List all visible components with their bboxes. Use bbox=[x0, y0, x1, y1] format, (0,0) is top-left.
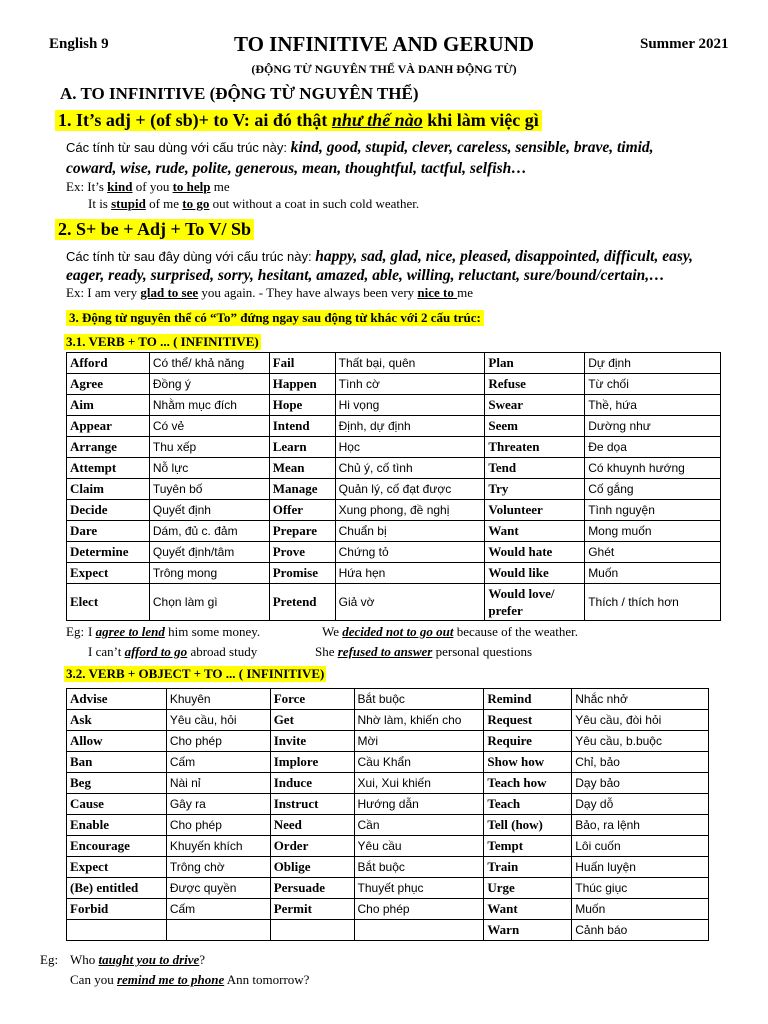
meaning-cell: Cho phép bbox=[166, 815, 270, 836]
meaning-cell: Đồng ý bbox=[149, 374, 269, 395]
meaning-cell: Yêu cầu, b.buộc bbox=[572, 731, 709, 752]
verb-cell: Tend bbox=[485, 458, 585, 479]
verb-cell: Oblige bbox=[270, 857, 354, 878]
section-3-1-example-2: We decided not to go out because of the weather. bbox=[322, 624, 578, 639]
structure-1-heading: 1. It’s adj + (of sb)+ to V: ai đó thật như thế nào khi làm việc gì bbox=[55, 110, 542, 131]
verb-cell: Force bbox=[270, 689, 354, 710]
meaning-cell: Có thể/ khả năng bbox=[149, 353, 269, 374]
section-3-1-example-4: She refused to answer personal questions bbox=[315, 644, 533, 659]
meaning-cell: Dường như bbox=[585, 416, 721, 437]
verb-cell: Prove bbox=[269, 542, 335, 563]
verb-cell: Promise bbox=[269, 563, 335, 584]
table-row bbox=[67, 521, 721, 542]
meaning-cell: Chuẩn bị bbox=[335, 521, 485, 542]
verb-cell: Intend bbox=[269, 416, 335, 437]
verb-cell: Instruct bbox=[270, 794, 354, 815]
verb-cell: Seem bbox=[485, 416, 585, 437]
table-row bbox=[67, 752, 709, 773]
meaning-cell: Cấm bbox=[166, 752, 270, 773]
verb-cell: Need bbox=[270, 815, 354, 836]
verb-cell: Order bbox=[270, 836, 354, 857]
table-row bbox=[67, 437, 721, 458]
structure-1-example-1: Ex: It’s kind of you to help me bbox=[66, 179, 230, 194]
table-row bbox=[67, 920, 709, 941]
meaning-cell: Dám, đủ c. đảm bbox=[149, 521, 269, 542]
meaning-cell: Dự định bbox=[585, 353, 721, 374]
verb-cell bbox=[270, 920, 354, 941]
verb-cell: Teach bbox=[484, 794, 572, 815]
meaning-cell: Có khuynh hướng bbox=[585, 458, 721, 479]
verb-cell bbox=[67, 920, 167, 941]
verb-cell: Persuade bbox=[270, 878, 354, 899]
meaning-cell: Gây ra bbox=[166, 794, 270, 815]
meaning-cell: Tuyên bố bbox=[149, 479, 269, 500]
table-row bbox=[67, 500, 721, 521]
meaning-cell: Tình nguyện bbox=[585, 500, 721, 521]
section-3-1-heading: 3.1. VERB + TO ... ( INFINITIVE) bbox=[66, 334, 259, 349]
verb-cell: Try bbox=[485, 479, 585, 500]
meaning-cell: Thuyết phục bbox=[354, 878, 484, 899]
verb-cell: Want bbox=[485, 521, 585, 542]
meaning-cell: Muốn bbox=[585, 563, 721, 584]
verb-cell: Offer bbox=[269, 500, 335, 521]
structure-1-example-2: It is stupid of me to go out without a coat in such cold weather. bbox=[88, 196, 420, 211]
section-3-2-example-1: Who taught you to drive? bbox=[70, 952, 206, 967]
meaning-cell bbox=[166, 920, 270, 941]
verb-cell: Induce bbox=[270, 773, 354, 794]
table-row bbox=[67, 542, 721, 563]
meaning-cell: Dạy dỗ bbox=[572, 794, 709, 815]
meaning-cell: Xui, Xui khiến bbox=[354, 773, 484, 794]
meaning-cell: Học bbox=[335, 437, 485, 458]
table-row bbox=[67, 731, 709, 752]
meaning-cell: Nỗ lực bbox=[149, 458, 269, 479]
meaning-cell: Được quyền bbox=[166, 878, 270, 899]
meaning-cell bbox=[354, 920, 484, 941]
verb-cell: Fail bbox=[269, 353, 335, 374]
verb-cell: Happen bbox=[269, 374, 335, 395]
structure-1-intro: Các tính từ sau dùng với cấu trúc này: kind, good, stupid, clever, careless, sensible, brave, timid, bbox=[66, 139, 654, 156]
verb-cell: Tempt bbox=[484, 836, 572, 857]
table-row bbox=[67, 689, 709, 710]
verb-cell: Pretend bbox=[269, 584, 335, 621]
meaning-cell: Chủ ý, cố tình bbox=[335, 458, 485, 479]
verb-cell: Arrange bbox=[67, 437, 150, 458]
verb-cell: Swear bbox=[485, 395, 585, 416]
verb-cell: Volunteer bbox=[485, 500, 585, 521]
table-row bbox=[67, 710, 709, 731]
meaning-cell: Cầu Khẩn bbox=[354, 752, 484, 773]
meaning-cell: Cho phép bbox=[354, 899, 484, 920]
verb-cell: Expect bbox=[67, 563, 150, 584]
verb-cell: Teach how bbox=[484, 773, 572, 794]
meaning-cell: Giả vờ bbox=[335, 584, 485, 621]
verb-cell: Enable bbox=[67, 815, 167, 836]
verb-cell: Determine bbox=[67, 542, 150, 563]
verb-cell: Get bbox=[270, 710, 354, 731]
meaning-cell: Nhằm mục đích bbox=[149, 395, 269, 416]
verb-cell: Request bbox=[484, 710, 572, 731]
verb-cell: Would like bbox=[485, 563, 585, 584]
verb-cell: Afford bbox=[67, 353, 150, 374]
verb-cell: (Be) entitled bbox=[67, 878, 167, 899]
meaning-cell: Huấn luyện bbox=[572, 857, 709, 878]
verb-cell: Train bbox=[484, 857, 572, 878]
verb-cell: Elect bbox=[67, 584, 150, 621]
meaning-cell: Hi vọng bbox=[335, 395, 485, 416]
meaning-cell: Mong muốn bbox=[585, 521, 721, 542]
verb-cell: Invite bbox=[270, 731, 354, 752]
meaning-cell: Quyết định bbox=[149, 500, 269, 521]
table-row bbox=[67, 815, 709, 836]
verb-cell: Would hate bbox=[485, 542, 585, 563]
verb-object-to-infinitive-table bbox=[66, 688, 709, 941]
meaning-cell: Thất bại, quên bbox=[335, 353, 485, 374]
meaning-cell: Trông chờ bbox=[166, 857, 270, 878]
meaning-cell: Cho phép bbox=[166, 731, 270, 752]
verb-cell: Refuse bbox=[485, 374, 585, 395]
meaning-cell: Ghét bbox=[585, 542, 721, 563]
structure-1-adjectives: coward, wise, rude, polite, generous, mean, thoughtful, tactful, selfish… bbox=[66, 160, 527, 177]
verb-cell: Plan bbox=[485, 353, 585, 374]
meaning-cell: Xung phong, đề nghị bbox=[335, 500, 485, 521]
meaning-cell: Nhắc nhở bbox=[572, 689, 709, 710]
verb-cell: Forbid bbox=[67, 899, 167, 920]
table-row bbox=[67, 773, 709, 794]
table-row bbox=[67, 353, 721, 374]
meaning-cell: Bắt buộc bbox=[354, 857, 484, 878]
term-label: Summer 2021 bbox=[640, 36, 729, 52]
page-title: TO INFINITIVE AND GERUND bbox=[233, 32, 535, 56]
meaning-cell: Thu xếp bbox=[149, 437, 269, 458]
table-row bbox=[67, 458, 721, 479]
meaning-cell: Nhờ làm, khiến cho bbox=[354, 710, 484, 731]
meaning-cell: Tình cờ bbox=[335, 374, 485, 395]
verb-cell: Hope bbox=[269, 395, 335, 416]
meaning-cell: Dạy bảo bbox=[572, 773, 709, 794]
verb-cell: Ask bbox=[67, 710, 167, 731]
meaning-cell: Cấm bbox=[166, 899, 270, 920]
section-3-1-eg-label: Eg: bbox=[66, 624, 85, 639]
verb-cell: Tell (how) bbox=[484, 815, 572, 836]
verb-cell: Appear bbox=[67, 416, 150, 437]
meaning-cell: Mời bbox=[354, 731, 484, 752]
meaning-cell: Quản lý, cố đạt được bbox=[335, 479, 485, 500]
verb-cell: Ban bbox=[67, 752, 167, 773]
section-3-2-example-2: Can you remind me to phone Ann tomorrow? bbox=[70, 972, 310, 987]
verb-cell: Attempt bbox=[67, 458, 150, 479]
meaning-cell: Hướng dẫn bbox=[354, 794, 484, 815]
section-a-heading: A. TO INFINITIVE (ĐỘNG TỪ NGUYÊN THỂ) bbox=[60, 84, 419, 103]
meaning-cell: Cảnh báo bbox=[572, 920, 709, 941]
meaning-cell: Lôi cuốn bbox=[572, 836, 709, 857]
verb-cell: Dare bbox=[67, 521, 150, 542]
meaning-cell: Chỉ, bảo bbox=[572, 752, 709, 773]
page-subtitle: (ĐỘNG TỪ NGUYÊN THỂ VÀ DANH ĐỘNG TỪ) bbox=[251, 62, 517, 76]
table-row bbox=[67, 374, 721, 395]
meaning-cell: Thúc giục bbox=[572, 878, 709, 899]
verb-cell: Prepare bbox=[269, 521, 335, 542]
verb-cell: Mean bbox=[269, 458, 335, 479]
meaning-cell: Từ chối bbox=[585, 374, 721, 395]
verb-cell: Manage bbox=[269, 479, 335, 500]
verb-cell: Learn bbox=[269, 437, 335, 458]
verb-cell: Cause bbox=[67, 794, 167, 815]
verb-cell: Require bbox=[484, 731, 572, 752]
table-row bbox=[67, 794, 709, 815]
meaning-cell: Nài nỉ bbox=[166, 773, 270, 794]
structure-2-adjectives: eager, ready, surprised, sorry, hesitant, amazed, able, willing, reluctant, sure/bound/certain,… bbox=[66, 267, 665, 284]
verb-cell: Urge bbox=[484, 878, 572, 899]
meaning-cell: Trông mong bbox=[149, 563, 269, 584]
meaning-cell: Khuyên bbox=[166, 689, 270, 710]
verb-cell: Remind bbox=[484, 689, 572, 710]
verb-cell: Show how bbox=[484, 752, 572, 773]
table-row bbox=[67, 563, 721, 584]
meaning-cell: Thề, hứa bbox=[585, 395, 721, 416]
structure-2-example: Ex: I am very glad to see you again. - They have always been very nice to me bbox=[66, 285, 474, 300]
structure-2-heading: 2. S+ be + Adj + To V/ Sb bbox=[55, 219, 254, 240]
verb-cell: Beg bbox=[67, 773, 167, 794]
meaning-cell: Bảo, ra lệnh bbox=[572, 815, 709, 836]
meaning-cell: Yêu cầu bbox=[354, 836, 484, 857]
table-row bbox=[67, 857, 709, 878]
verb-cell: Threaten bbox=[485, 437, 585, 458]
meaning-cell: Cần bbox=[354, 815, 484, 836]
meaning-cell: Khuyến khích bbox=[166, 836, 270, 857]
verb-cell: Permit bbox=[270, 899, 354, 920]
verb-cell: Implore bbox=[270, 752, 354, 773]
meaning-cell: Định, dự định bbox=[335, 416, 485, 437]
meaning-cell: Yêu cầu, đòi hỏi bbox=[572, 710, 709, 731]
section-3-2-heading: 3.2. VERB + OBJECT + TO ... ( INFINITIVE) bbox=[66, 666, 325, 681]
section-3-1-example-3: I can’t afford to go abroad study bbox=[88, 644, 258, 659]
table-row bbox=[67, 899, 709, 920]
table-row bbox=[67, 479, 721, 500]
verb-cell: Encourage bbox=[67, 836, 167, 857]
section-3-1-example-1: I agree to lend him some money. bbox=[88, 624, 261, 639]
verb-cell: Aim bbox=[67, 395, 150, 416]
section-3-2-eg-label: Eg: bbox=[40, 952, 59, 967]
structure-3-heading: 3. Động từ nguyên thể có “To” đứng ngay sau động từ khác với 2 cấu trúc: bbox=[66, 310, 484, 326]
meaning-cell: Hứa hẹn bbox=[335, 563, 485, 584]
verb-cell: Would love/ prefer bbox=[485, 584, 585, 621]
meaning-cell: Chứng tỏ bbox=[335, 542, 485, 563]
meaning-cell: Yêu cầu, hỏi bbox=[166, 710, 270, 731]
structure-2-intro: Các tính từ sau đây dùng với cấu trúc này: happy, sad, glad, nice, pleased, disappointed, difficult, easy, bbox=[66, 248, 694, 265]
verb-cell: Expect bbox=[67, 857, 167, 878]
table-row bbox=[67, 836, 709, 857]
meaning-cell: Muốn bbox=[572, 899, 709, 920]
meaning-cell: Bắt buộc bbox=[354, 689, 484, 710]
verb-cell: Advise bbox=[67, 689, 167, 710]
verb-cell: Decide bbox=[67, 500, 150, 521]
verb-cell: Allow bbox=[67, 731, 167, 752]
verb-cell: Want bbox=[484, 899, 572, 920]
verb-cell: Claim bbox=[67, 479, 150, 500]
table-row bbox=[67, 878, 709, 899]
table-row bbox=[67, 395, 721, 416]
meaning-cell: Có vẻ bbox=[149, 416, 269, 437]
meaning-cell: Quyết định/tâm bbox=[149, 542, 269, 563]
meaning-cell: Thích / thích hơn bbox=[585, 584, 721, 621]
meaning-cell: Chọn làm gì bbox=[149, 584, 269, 621]
verb-cell: Agree bbox=[67, 374, 150, 395]
table-row bbox=[67, 416, 721, 437]
meaning-cell: Cố gắng bbox=[585, 479, 721, 500]
subject-label: English 9 bbox=[49, 36, 109, 52]
verb-to-infinitive-table bbox=[66, 352, 721, 621]
table-row bbox=[67, 584, 721, 621]
verb-cell: Warn bbox=[484, 920, 572, 941]
meaning-cell: Đe dọa bbox=[585, 437, 721, 458]
